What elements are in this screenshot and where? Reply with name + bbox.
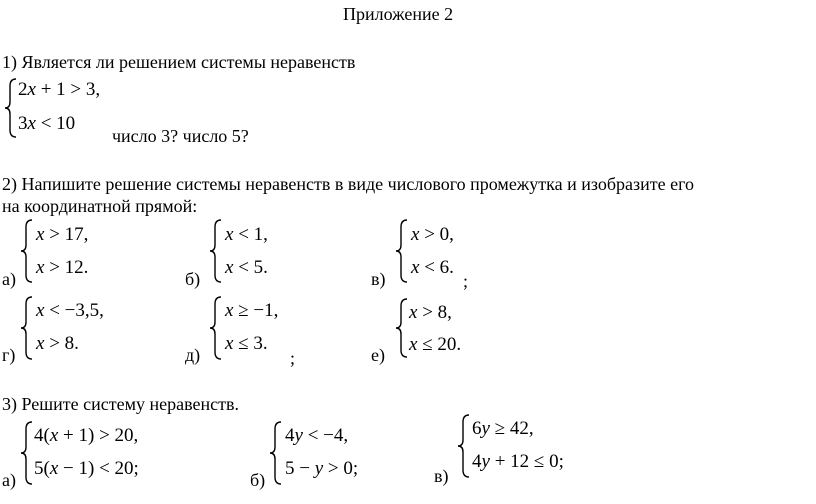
task3-item-label: а) (2, 470, 16, 490)
task2-item-line1: x > 8, (409, 302, 452, 323)
brace-icon (457, 414, 471, 478)
task3-item-label: в) (434, 466, 449, 486)
brace-icon (395, 298, 409, 358)
brace-icon (20, 421, 34, 485)
brace-icon (209, 219, 223, 283)
brace-icon (209, 296, 223, 360)
brace-icon (4, 78, 18, 138)
task2-item-line1: x ≥ −1, (225, 300, 279, 321)
task2-item-suffix: ; (463, 271, 469, 291)
task2-item-line2: x > 12. (36, 257, 89, 278)
task2-item-label: б) (185, 269, 201, 289)
task2-item-label: д) (185, 345, 201, 365)
task2-item-label: в) (371, 269, 386, 289)
task3-item-label: б) (250, 470, 266, 490)
task1-question: число 3? число 5? (112, 126, 249, 146)
brace-icon (20, 296, 34, 360)
task2-item-line2: x ≤ 20. (409, 334, 462, 355)
task3-item-line1: 4y < −4, (285, 425, 349, 446)
task3-item-line2: 5 − y > 0; (285, 458, 359, 479)
task3-item-line1: 6y ≥ 42, (472, 418, 534, 439)
task1-heading: 1) Является ли решением системы неравенств (2, 52, 356, 72)
task2-item-line2: x > 8. (36, 333, 79, 354)
task1-system-line1: 2x + 1 > 3, (18, 79, 101, 100)
task2-item-label: г) (2, 345, 16, 365)
task1-system-line2: 3x < 10 (18, 113, 76, 134)
task2-heading-line2: на координатной прямой: (2, 196, 198, 216)
task2-item-suffix: ; (290, 348, 296, 368)
task3-item-line2: 5(x − 1) < 20; (34, 458, 139, 479)
brace-icon (20, 219, 34, 283)
task3-item-line1: 4(x + 1) > 20, (34, 425, 139, 446)
task3-heading: 3) Решите систему неравенств. (2, 394, 239, 414)
task2-item-line1: x < −3,5, (36, 300, 104, 321)
task2-item-label: а) (2, 269, 16, 289)
brace-icon (395, 219, 409, 283)
task2-item-line2: x < 6. (411, 257, 454, 278)
task2-heading-line1: 2) Напишите решение системы неравенств в виде числового промежутка и изобразите его (2, 174, 695, 194)
page-title: Приложение 2 (343, 4, 454, 24)
task2-item-label: е) (371, 345, 385, 365)
task2-item-line2: x < 5. (225, 257, 268, 278)
brace-icon (269, 421, 283, 485)
task3-item-line2: 4y + 12 ≤ 0; (472, 451, 564, 472)
task2-item-line1: x < 1, (225, 224, 268, 245)
task2-item-line2: x ≤ 3. (225, 333, 268, 354)
task2-item-line1: x > 0, (411, 224, 454, 245)
task2-item-line1: x > 17, (36, 224, 89, 245)
